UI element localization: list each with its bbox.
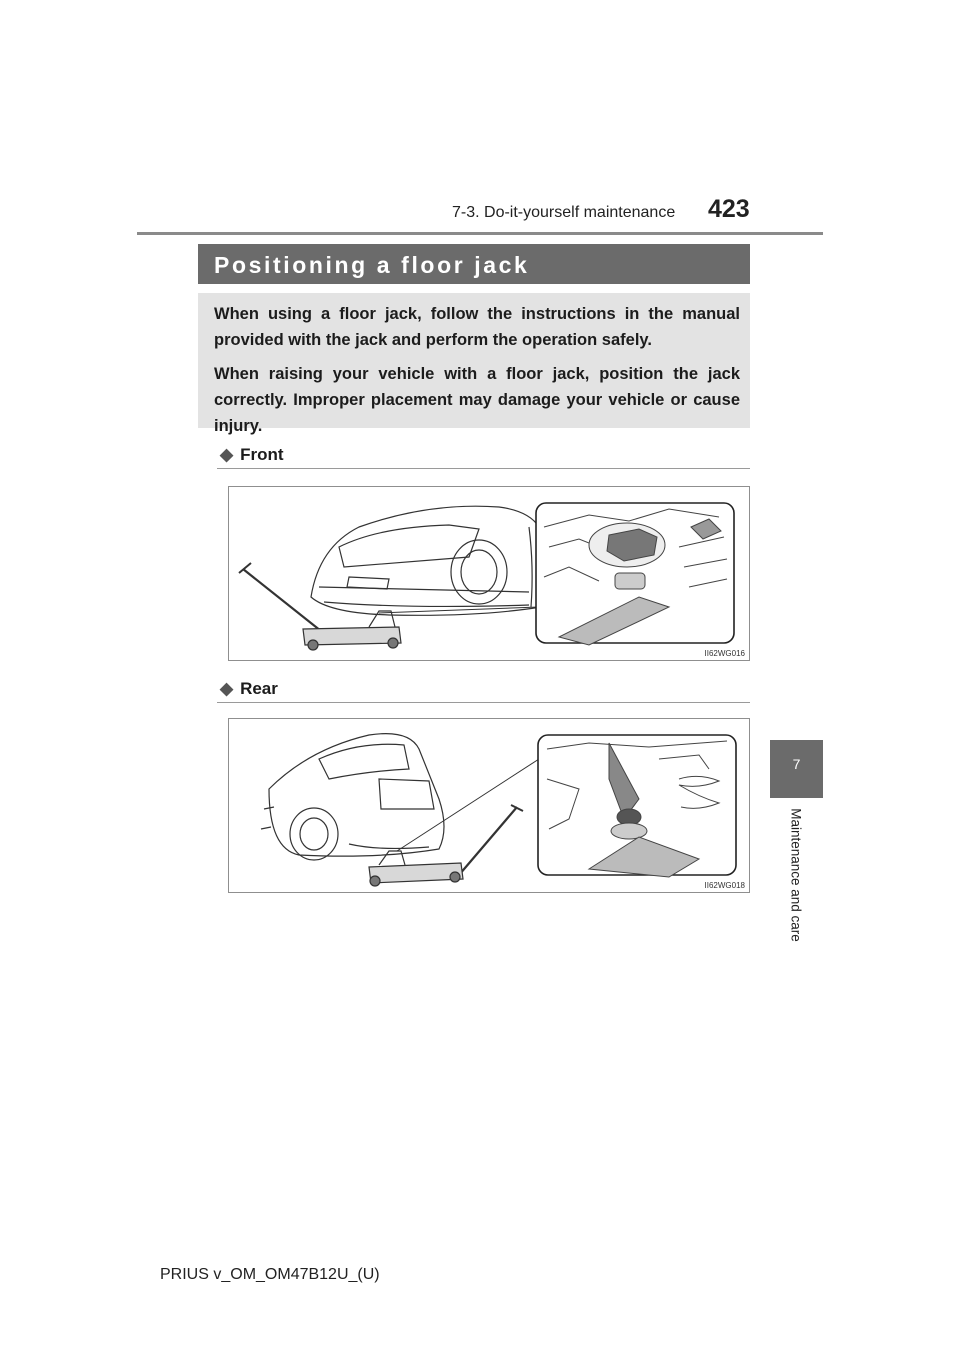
intro-box bbox=[198, 293, 750, 435]
front-heading-label: Front bbox=[240, 445, 284, 464]
front-jack-drawing bbox=[229, 487, 749, 660]
page-number: 423 bbox=[708, 195, 750, 223]
diamond-bullet-icon: ◆ bbox=[220, 679, 234, 698]
chapter-tab bbox=[770, 740, 823, 798]
front-jack-illustration bbox=[228, 486, 750, 661]
front-figure-code: II62WG016 bbox=[704, 649, 745, 658]
front-heading bbox=[220, 445, 284, 465]
section-title-bar bbox=[198, 244, 750, 284]
rear-heading-rule bbox=[217, 702, 750, 703]
section-title: Positioning a floor jack bbox=[214, 252, 530, 278]
rear-heading-label: Rear bbox=[240, 679, 278, 698]
diamond-bullet-icon: ◆ bbox=[220, 445, 234, 464]
rear-heading bbox=[220, 679, 278, 699]
header-rule bbox=[137, 232, 823, 235]
footer-doc-id: PRIUS v_OM_OM47B12U_(U) bbox=[160, 1266, 380, 1283]
rear-figure-code: II62WG018 bbox=[704, 881, 745, 890]
intro-paragraph-2: When raising your vehicle with a floor jack, position the jack correctly. Improper placement may damage your vehicle or cause injury. bbox=[214, 365, 740, 435]
rear-jack-illustration bbox=[228, 718, 750, 893]
chapter-number: 7 bbox=[792, 756, 801, 772]
front-heading-rule bbox=[217, 468, 750, 469]
intro-paragraph-1: When using a floor jack, follow the instructions in the manual provided with the jack and perform the operation safely. bbox=[214, 305, 740, 349]
rear-jack-drawing bbox=[229, 719, 749, 892]
running-header-section: 7-3. Do-it-yourself maintenance bbox=[452, 204, 676, 221]
chapter-title: Maintenance and care bbox=[788, 808, 804, 942]
